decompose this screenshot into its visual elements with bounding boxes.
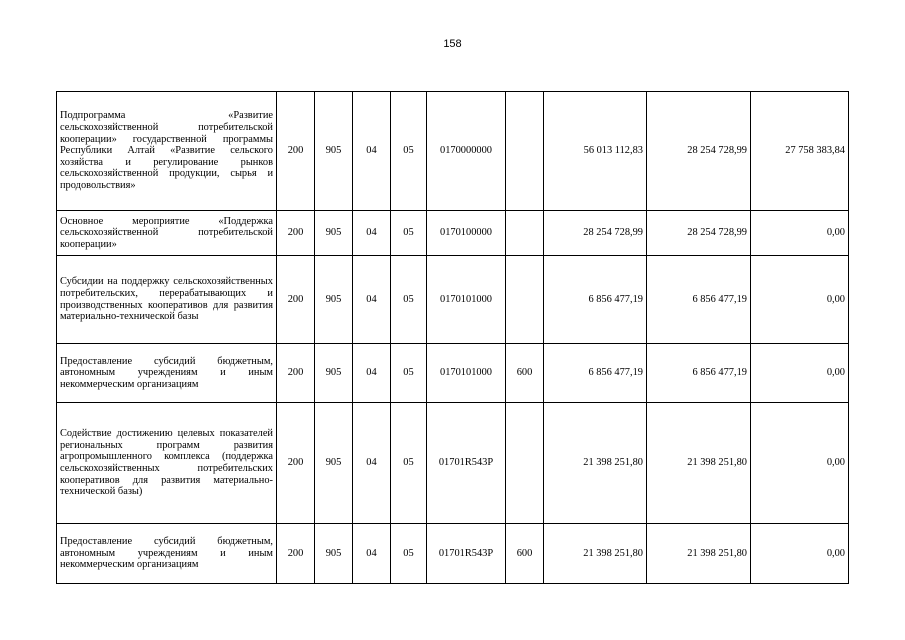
- code-cell: 905: [315, 211, 353, 256]
- code-cell: 04: [353, 256, 391, 344]
- amount-cell: 21 398 251,80: [544, 403, 647, 524]
- code-cell: 200: [277, 92, 315, 211]
- row-name: Содействие достижению целевых показателей региональных программ развития агропромышленного комплекса (поддержка сельскохозяйственных потребительских кооперативов для развития материально-технической базы): [57, 403, 277, 524]
- page-number: 158: [443, 38, 462, 50]
- amount-cell: 21 398 251,80: [647, 524, 751, 584]
- amount-cell: 27 758 383,84: [751, 92, 849, 211]
- target-code-cell: 0170101000: [427, 256, 506, 344]
- code-cell: 04: [353, 211, 391, 256]
- amount-cell: 6 856 477,19: [647, 256, 751, 344]
- code-cell: 05: [391, 524, 427, 584]
- target-code-cell: 01701R543Р: [427, 403, 506, 524]
- row-name: Предоставление субсидий бюджетным, автономным учреждениям и иным некоммерческим организациям: [57, 524, 277, 584]
- code-cell: 905: [315, 344, 353, 403]
- target-code-cell: 01701R543Р: [427, 524, 506, 584]
- code-cell: 905: [315, 403, 353, 524]
- expense-type-cell: [506, 403, 544, 524]
- expense-type-cell: 600: [506, 524, 544, 584]
- table-row: [57, 524, 849, 584]
- row-name: Подпрограмма «Развитие сельскохозяйственной потребительской кооперации» государственной программы Республики Алтай «Развитие сельского хозяйства и регулирование рынков сельскохозяйственной продукции, сырья и продовольствия»: [57, 92, 277, 211]
- amount-cell: 28 254 728,99: [544, 211, 647, 256]
- code-cell: 200: [277, 344, 315, 403]
- expense-type-cell: 600: [506, 344, 544, 403]
- code-cell: 200: [277, 524, 315, 584]
- row-name: Основное мероприятие «Поддержка сельскохозяйственной потребительской кооперации»: [57, 211, 277, 256]
- table-row: [57, 344, 849, 403]
- code-cell: 905: [315, 524, 353, 584]
- expense-type-cell: [506, 256, 544, 344]
- amount-cell: 56 013 112,83: [544, 92, 647, 211]
- code-cell: 05: [391, 256, 427, 344]
- amount-cell: 21 398 251,80: [647, 403, 751, 524]
- row-name: Субсидии на поддержку сельскохозяйственных потребительских, перерабатывающих и производственных кооперативов для развития материально-технической базы: [57, 256, 277, 344]
- code-cell: 200: [277, 256, 315, 344]
- amount-cell: 28 254 728,99: [647, 211, 751, 256]
- amount-cell: 0,00: [751, 524, 849, 584]
- code-cell: 05: [391, 344, 427, 403]
- code-cell: 05: [391, 403, 427, 524]
- code-cell: 04: [353, 403, 391, 524]
- amount-cell: 6 856 477,19: [544, 344, 647, 403]
- amount-cell: 0,00: [751, 403, 849, 524]
- expense-type-cell: [506, 211, 544, 256]
- code-cell: 04: [353, 92, 391, 211]
- table-row: [57, 92, 849, 211]
- amount-cell: 21 398 251,80: [544, 524, 647, 584]
- amount-cell: 6 856 477,19: [544, 256, 647, 344]
- code-cell: 05: [391, 92, 427, 211]
- code-cell: 04: [353, 524, 391, 584]
- row-name: Предоставление субсидий бюджетным, автономным учреждениям и иным некоммерческим организациям: [57, 344, 277, 403]
- amount-cell: 0,00: [751, 211, 849, 256]
- target-code-cell: 0170101000: [427, 344, 506, 403]
- amount-cell: 0,00: [751, 256, 849, 344]
- code-cell: 05: [391, 211, 427, 256]
- code-cell: 905: [315, 92, 353, 211]
- code-cell: 905: [315, 256, 353, 344]
- code-cell: 200: [277, 403, 315, 524]
- amount-cell: 6 856 477,19: [647, 344, 751, 403]
- target-code-cell: 0170000000: [427, 92, 506, 211]
- table-row: [57, 403, 849, 524]
- table-row: [57, 256, 849, 344]
- target-code-cell: 0170100000: [427, 211, 506, 256]
- code-cell: 04: [353, 344, 391, 403]
- budget-table: [56, 91, 849, 584]
- table-row: [57, 211, 849, 256]
- expense-type-cell: [506, 92, 544, 211]
- amount-cell: 28 254 728,99: [647, 92, 751, 211]
- code-cell: 200: [277, 211, 315, 256]
- amount-cell: 0,00: [751, 344, 849, 403]
